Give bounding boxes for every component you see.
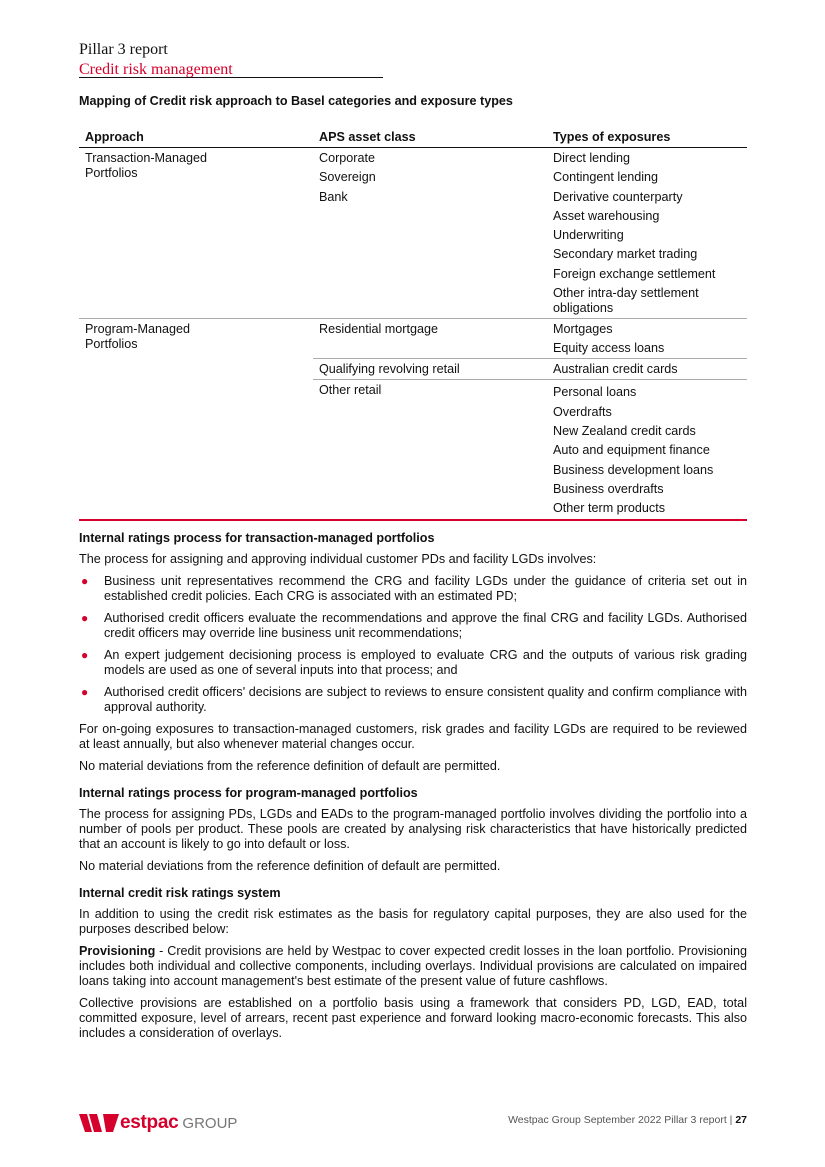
list-item-text: Authorised credit officers evaluate the recommendations and approve the final CRG and facility LGDs. Authorised credit officers may override line business unit recommendations; <box>104 611 747 641</box>
approach-text: Portfolios <box>85 166 138 180</box>
exposure-type: Equity access loans <box>553 341 665 356</box>
exposures-cell <box>547 319 747 359</box>
approach-text: Program-Managed <box>85 322 190 337</box>
exposure-type: Australian credit cards <box>553 362 678 377</box>
paragraph <box>79 944 747 989</box>
exposure-type: Business overdrafts <box>553 481 664 496</box>
section-heading: Internal credit risk ratings system <box>79 886 281 901</box>
exposure-type: Foreign exchange settlement <box>553 266 716 281</box>
provisioning-label: Provisioning <box>79 944 156 959</box>
exposure-type: Other intra-day settlement <box>553 286 699 301</box>
asset-class: Residential mortgage <box>319 322 439 337</box>
bullet-list <box>79 574 747 715</box>
section-title: Credit risk management <box>79 61 233 78</box>
column-header-asset-class: APS asset class <box>313 115 547 148</box>
bullet-icon: ● <box>81 611 89 626</box>
table-row <box>79 148 747 319</box>
exposure-type: New Zealand credit cards <box>553 423 696 438</box>
table-row <box>79 319 747 359</box>
asset-class: Corporate <box>319 151 376 165</box>
bullet-icon: ● <box>81 648 89 663</box>
westpac-logo <box>79 1108 237 1132</box>
asset-class-cell <box>313 380 547 520</box>
asset-class-cell <box>313 359 547 380</box>
asset-class: Other retail <box>319 383 382 398</box>
footer-text <box>508 1114 747 1126</box>
asset-class: Bank <box>319 189 348 204</box>
column-header-approach: Approach <box>79 115 313 148</box>
column-header-exposures: Types of exposures <box>547 115 747 148</box>
exposure-type: Derivative counterparty <box>553 189 683 204</box>
table-header-row <box>79 115 747 148</box>
page-footer <box>79 1108 747 1132</box>
exposure-type: Direct lending <box>553 151 631 165</box>
footer-label: Westpac Group September 2022 Pillar 3 report | <box>508 1114 736 1126</box>
approach-cell <box>79 319 313 521</box>
list-item <box>79 685 747 715</box>
asset-class-cell <box>313 148 547 319</box>
bullet-icon: ● <box>81 574 89 589</box>
exposure-type: Asset warehousing <box>553 208 660 223</box>
westpac-w-icon <box>79 1114 119 1132</box>
list-item <box>79 611 747 641</box>
paragraph: No material deviations from the reference definition of default are permitted. <box>79 759 501 774</box>
paragraph: The process for assigning PDs, LGDs and EADs to the program-managed portfolio involves dividing the portfolio into a number of pools per product. These pools are created by analysing risk characteristics that have historically predicted that an account is likely to go into default or loss. <box>79 807 747 852</box>
exposures-cell <box>547 380 747 520</box>
exposure-type: Auto and equipment finance <box>553 443 710 458</box>
page-number: 27 <box>735 1114 747 1126</box>
section-heading: Internal ratings process for program-managed portfolios <box>79 786 418 801</box>
table-heading: Mapping of Credit risk approach to Basel categories and exposure types <box>79 94 513 108</box>
exposure-type: Mortgages <box>553 322 613 337</box>
list-item <box>79 648 747 678</box>
exposure-type: Underwriting <box>553 228 624 243</box>
report-title: Pillar 3 report <box>79 41 168 58</box>
bullet-icon: ● <box>81 685 89 700</box>
asset-class-cell <box>313 319 547 359</box>
page-content <box>79 94 747 1048</box>
list-item-text: An expert judgement decisioning process is employed to evaluate CRG and the outputs of various risk grading models are used as one of several inputs into that process; and <box>104 648 747 678</box>
exposure-type: obligations <box>553 301 614 316</box>
paragraph: The process for assigning and approving individual customer PDs and facility LGDs involves: <box>79 552 597 567</box>
exposures-cell <box>547 359 747 380</box>
provisioning-text: - Credit provisions are held by Westpac to cover expected credit losses in the loan portfolio. Provisioning includes both individual and collective components, including overlays. Individual provisions are calculated on impaired loans taking into account management's best estimate of the present value of future cashflows. <box>79 944 747 989</box>
list-item <box>79 574 747 604</box>
approach-text: Transaction-Managed <box>85 151 208 165</box>
exposure-type: Other term products <box>553 501 665 516</box>
approach-cell <box>79 148 313 319</box>
header-divider <box>79 77 383 78</box>
logo-group-text: GROUP <box>182 1115 238 1132</box>
asset-class: Sovereign <box>319 170 376 185</box>
exposure-type: Overdrafts <box>553 404 612 419</box>
exposure-type: Personal loans <box>553 385 637 400</box>
paragraph: Collective provisions are established on a portfolio basis using a framework that considers PD, LGD, EAD, total committed exposure, level of arrears, recent past experience and forward looking macro-economic forecasts. This also includes a consideration of overlays. <box>79 996 747 1041</box>
exposure-type: Contingent lending <box>553 170 659 185</box>
section-heading: Internal ratings process for transaction-managed portfolios <box>79 531 435 546</box>
asset-class: Qualifying revolving retail <box>319 362 460 377</box>
exposure-type: Secondary market trading <box>553 247 698 262</box>
list-item-text: Business unit representatives recommend the CRG and facility LGDs under the guidance of criteria set out in established credit policies. Each CRG is associated with an estimated PD; <box>104 574 747 604</box>
logo-wordmark: estpac <box>120 1112 179 1133</box>
list-item-text: Authorised credit officers' decisions are subject to reviews to ensure consistent quality and confirm compliance with approval authority. <box>104 685 747 715</box>
mapping-table <box>79 115 747 521</box>
paragraph: For on-going exposures to transaction-managed customers, risk grades and facility LGDs are required to be reviewed at least annually, but also whenever material changes occur. <box>79 722 747 752</box>
exposures-cell <box>547 148 747 319</box>
paragraph: In addition to using the credit risk estimates as the basis for regulatory capital purposes, they are also used for the purposes described below: <box>79 907 747 937</box>
paragraph: No material deviations from the reference definition of default are permitted. <box>79 859 501 874</box>
approach-text: Portfolios <box>85 337 138 352</box>
exposure-type: Business development loans <box>553 462 714 477</box>
